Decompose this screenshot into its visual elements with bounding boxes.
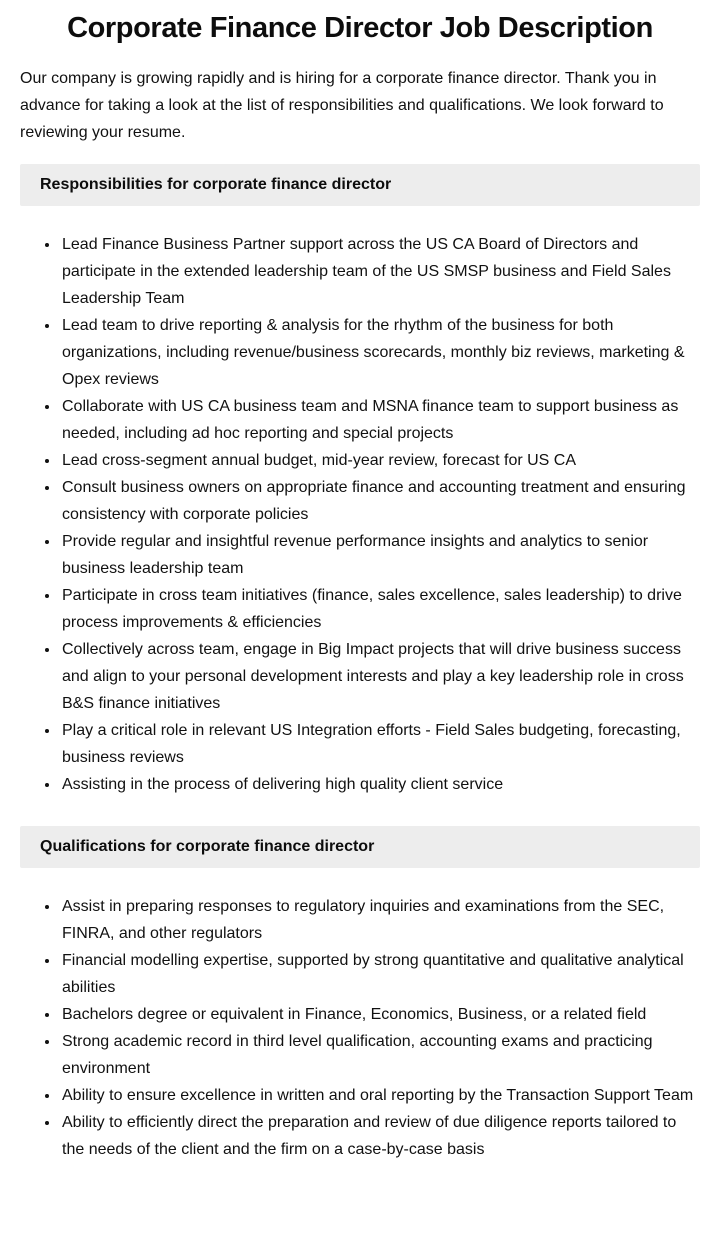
intro-paragraph: Our company is growing rapidly and is hiring for a corporate finance director. Thank you in advance for taking a look at the list of responsibilities and qualifications. We look forward to reviewing your resume. — [20, 70, 664, 141]
list-item: • Lead cross-segment annual budget, mid-year review, forecast for US CA — [60, 447, 700, 474]
list-item: • Play a critical role in relevant US Integration efforts - Field Sales budgeting, forecasting, business reviews — [60, 717, 700, 771]
page-title: Corporate Finance Director Job Description — [67, 12, 653, 44]
list-item: • Collaborate with US CA business team and MSNA finance team to support business as needed, including ad hoc reporting and special projects — [60, 393, 700, 447]
list-item: • Lead team to drive reporting & analysis for the rhythm of the business for both organizations, including revenue/business scorecards, monthly biz reviews, marketing & Opex reviews — [60, 312, 700, 393]
responsibilities-section — [20, 164, 700, 798]
qualifications-heading: Qualifications for corporate finance director — [20, 826, 700, 868]
qualifications-section — [20, 826, 700, 1163]
list-item: • Strong academic record in third level qualification, accounting exams and practicing environment — [60, 1028, 700, 1082]
list-item: • Financial modelling expertise, supported by strong quantitative and qualitative analytical abilities — [60, 947, 700, 1001]
responsibilities-list — [20, 231, 700, 798]
list-item: • Ability to efficiently direct the preparation and review of due diligence reports tailored to the needs of the client and the firm on a case-by-case basis — [60, 1109, 700, 1163]
qualifications-list — [20, 893, 700, 1163]
list-item: • Assist in preparing responses to regulatory inquiries and examinations from the SEC, FINRA, and other regulators — [60, 893, 700, 947]
list-item: • Collectively across team, engage in Big Impact projects that will drive business success and align to your personal development interests and play a key leadership role in cross B&S finance initiatives — [60, 636, 700, 717]
list-item: • Consult business owners on appropriate finance and accounting treatment and ensuring consistency with corporate policies — [60, 474, 700, 528]
list-item: • Participate in cross team initiatives (finance, sales excellence, sales leadership) to drive process improvements & efficiencies — [60, 582, 700, 636]
list-item: • Provide regular and insightful revenue performance insights and analytics to senior business leadership team — [60, 528, 700, 582]
list-item: • Assisting in the process of delivering high quality client service — [60, 771, 700, 798]
list-item: • Bachelors degree or equivalent in Finance, Economics, Business, or a related field — [60, 1001, 700, 1028]
list-item: • Lead Finance Business Partner support across the US CA Board of Directors and participate in the extended leadership team of the US SMSP business and Field Sales Leadership Team — [60, 231, 700, 312]
list-item: • Ability to ensure excellence in written and oral reporting by the Transaction Support Team — [60, 1082, 700, 1109]
responsibilities-heading: Responsibilities for corporate finance director — [20, 164, 700, 206]
